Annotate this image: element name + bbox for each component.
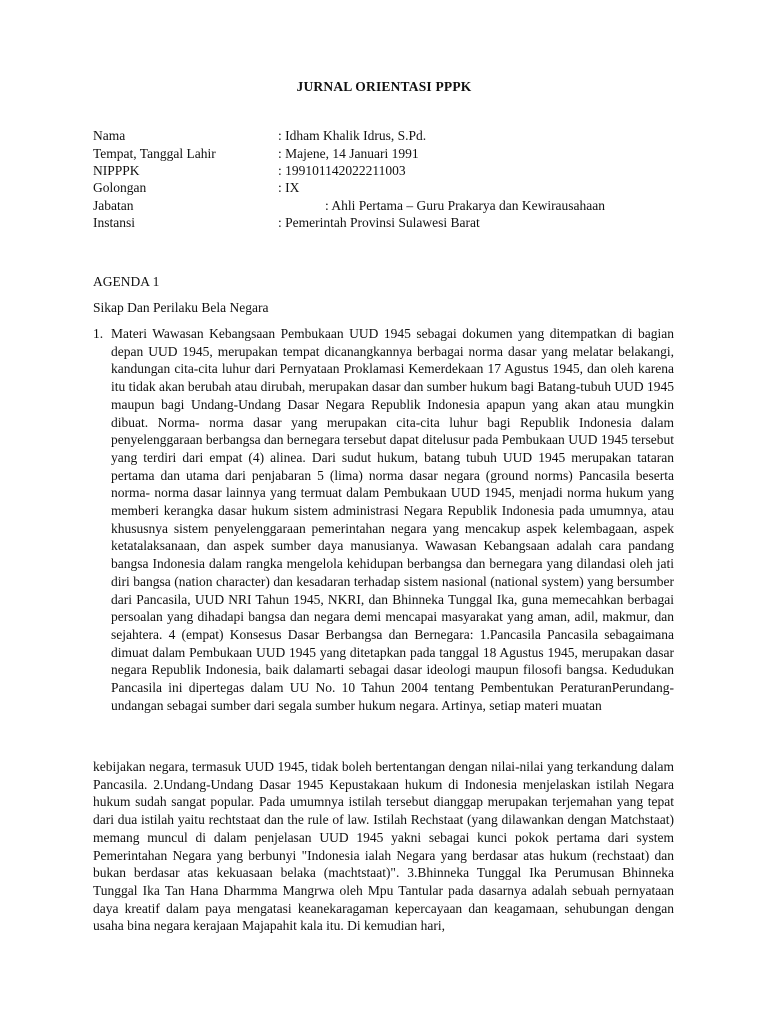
document-title: JURNAL ORIENTASI PPPK: [296, 79, 472, 94]
agenda-heading: AGENDA 1: [93, 274, 160, 289]
info-value: : Pemerintah Provinsi Sulawesi Barat: [278, 215, 480, 230]
info-label: Golongan: [93, 180, 147, 195]
info-value: : Majene, 14 Januari 1991: [278, 146, 419, 161]
info-value: : 199101142022211003: [278, 163, 406, 178]
section-heading: Sikap Dan Perilaku Bela Negara: [93, 300, 269, 315]
info-label: Jabatan: [93, 198, 134, 213]
info-label: Tempat, Tanggal Lahir: [93, 146, 216, 161]
paragraph-2: kebijakan negara, termasuk UUD 1945, tidak boleh bertentangan dengan nilai-nilai yang terkandung dalam Pancasila. 2.Undang-Undang Dasar 1945 Kepustakaan hukum di Indonesia menjelaskan istilah Negara hukum sudah sangat popular. Pada umumnya istilah tersebut dianggap merupakan terjemahan yang tepat dari dua istilah yaitu rechtstaat dan the rule of law. Istilah Rechstaat (yang dilawankan dengan Matchstaat) memang muncul di dalam penjelasan UUD 1945 yakni sebagai kunci pokok pertama dari system Pemerintahan Negara yang berbunyi "Indonesia ialah Negara yang berdasar atas hukum (rechstaat) dan bukan berdasar atas kekuasaan belaka (machtstaat)". 3.Bhinneka Tunggal Ika Perumusan Bhinneka Tunggal Ika Tan Hana Dharmma Mangrwa oleh Mpu Tantular pada dasarnya adalah sebuah pernyataan daya kreatif dalam paya mengatasi keanekaragaman kepercayaan dan keagamaan, sehubungan dengan usaha bina negara kerajaan Majapahit kala itu. Di kemudian hari,: [93, 759, 674, 934]
info-label: NIPPPK: [93, 163, 140, 178]
info-label: Nama: [93, 128, 126, 143]
info-value: : Ahli Pertama – Guru Prakarya dan Kewirausahaan: [325, 198, 606, 213]
list-number: 1.: [93, 326, 104, 341]
paragraph-1: Materi Wawasan Kebangsaan Pembukaan UUD 1945 sebagai dokumen yang ditempatkan di bagian depan UUD 1945, merupakan tempat dicanangkannya berbagai norma dasar yang melatar belakangi, kandungan cita-cita luhur dari Pernyataan Proklamasi Kemerdekaan 17 Agustus 1945, dan oleh karena itu tidak akan berubah atau dirubah, merupakan dasar dan sumber hukum bagi Batang-tubuh UUD 1945 maupun bagi Undang-Undang Dasar Negara Republik Indonesia apapun yang akan atau mungkin dibuat. Norma- norma dasar yang merupakan cita-cita luhur bagi Republik Indonesia dalam penyelenggaraan berbangsa dan bernegara tersebut dapat ditelusur pada Pembukaan UUD 1945 tersebut yang terdiri dari empat (4) alinea. Dari sudut hukum, batang tubuh UUD 1945 merupakan tataran pertama dan utama dari penjabaran 5 (lima) norma dasar negara (ground norms) Pancasila beserta norma- norma dasar lainnya yang termuat dalam Pembukaan UUD 1945, menjadi norma hukum yang memberi kerangka dasar hukum sistem administrasi Negara Republik Indonesia pada umumnya, atau khususnya sistem penyelenggaraan pemerintahan negara yang mencakup aspek kelembagaan, aspek ketatalaksanaan, dan aspek sumber daya manusianya. Wawasan Kebangsaan adalah cara pandang bangsa Indonesia dalam rangka mengelola kehidupan berbangsa dan bernegara yang dilandasi oleh jati diri bangsa (nation character) dan kesadaran terhadap sistem nasional (national system) yang bersumber dari Pancasila, UUD NRI Tahun 1945, NKRI, dan Bhinneka Tunggal Ika, guna memecahkan berbagai persoalan yang dihadapi bangsa dan negara demi mencapai masyarakat yang aman, adil, makmur, dan sejahtera. 4 (empat) Konsesus Dasar Berbangsa dan Bernegara: 1.Pancasila Pancasila sebagaimana dimuat dalam Pembukaan UUD 1945 yang ditetapkan pada tanggal 18 Agustus 1945, merupakan dasar negara Republik Indonesia, baik dalamarti sebagai dasar ideologi maupun filosofi bangsa. Kedudukan Pancasila ini dipertegas dalam UU No. 10 Tahun 2004 tentang Pembentukan PeraturanPerundang-undangan sebagai sumber dari segala sumber hukum negara. Artinya, setiap materi muatan: [111, 326, 674, 713]
info-label: Instansi: [93, 215, 135, 230]
info-value: : Idham Khalik Idrus, S.Pd.: [278, 128, 427, 143]
info-value: : IX: [278, 180, 300, 195]
